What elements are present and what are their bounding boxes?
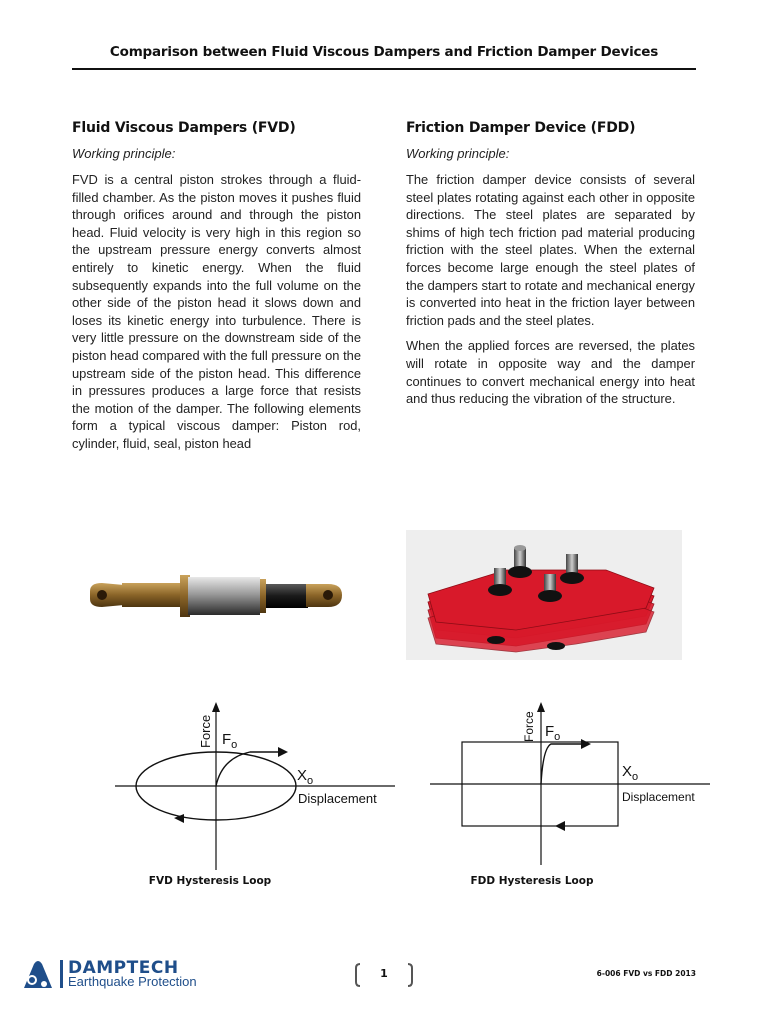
fdd-force-label: Force — [522, 711, 536, 742]
page-title: Comparison between Fluid Viscous Dampers and Friction Damper Devices — [109, 44, 659, 60]
fvd-paragraph: FVD is a central piston strokes through a fluid-filled chamber. As the piston moves it pushes fluid through orifices around and through the piston head. Fluid velocity is very high in this region so the upstream pressure energy converts almost entirely to kinetic energy. When the fluid subsequently expands into the full volume on the other side of the piston head it slows down and loses its kinetic energy into turbulence. There is very little pressure on the downstream side of the piston head compared with the full pressure on the upstream side of the piston head. This difference in pressures produces a large force that resists the motion of the damper. The following elements form a typical viscous damper: Piston rod, cylinder, fluid, seal, piston head — [72, 172, 361, 451]
fvd-f-label — [222, 731, 237, 751]
fdd-f-main: F — [545, 723, 555, 740]
fvd-displacement-label: Displacement — [298, 791, 377, 806]
fdd-x-sub: o — [632, 771, 639, 783]
fdd-f-label — [545, 723, 560, 743]
fvd-f-sub: o — [231, 739, 238, 751]
page-number — [354, 962, 414, 988]
fvd-force-label: Force — [198, 714, 213, 748]
fdd-virgin-curve — [541, 744, 585, 784]
brand-divider — [60, 960, 63, 988]
fvd-damper-photo — [88, 565, 348, 625]
header-divider — [72, 68, 696, 70]
fdd-x-label — [622, 763, 638, 783]
fvd-x-label — [297, 767, 313, 787]
fdd-hysteresis-chart — [425, 700, 725, 875]
fvd-f-main: F — [222, 731, 232, 748]
fvd-virgin-curve — [216, 752, 280, 786]
brand-name: DAMPTECH — [68, 958, 179, 978]
fdd-column — [406, 120, 695, 416]
fdd-arrow-upper — [581, 739, 591, 749]
fdd-f-sub: o — [554, 731, 561, 743]
fdd-displacement-label: Displacement — [622, 790, 695, 804]
fdd-damper-photo — [406, 530, 682, 660]
fvd-subheading: Working principle: — [72, 146, 176, 161]
page-number-text: 1 — [380, 967, 388, 980]
fdd-heading: Friction Damper Device (FDD) — [406, 120, 636, 136]
fvd-y-axis-arrowhead — [212, 702, 220, 712]
fdd-paragraph-2: When the applied forces are reversed, the plates will rotate in opposite way and the damper continues to convert mechanical energy into heat and thus reducing the vibration of the structure. — [406, 338, 695, 407]
fvd-arrow-upper — [278, 747, 288, 757]
fvd-x-sub: o — [307, 775, 314, 787]
fvd-caption: FVD Hysteresis Loop — [148, 875, 272, 887]
fvd-x-main: X — [297, 767, 308, 784]
fvd-column — [72, 120, 361, 461]
fdd-paragraph-1: The friction damper device consists of several steel plates rotating against each other in opposite directions. The steel plates are separated by shims of high tech friction pad material producing friction with the steel plates. When the external forces become large enough the steel plates of the dampers start to rotate and mechanical energy is converted into heat in the friction layer between friction pads and the steel plates. — [406, 172, 695, 328]
fdd-y-axis-arrowhead — [537, 702, 545, 712]
fvd-hysteresis-chart — [110, 700, 410, 875]
fvd-heading: Fluid Viscous Dampers (FVD) — [72, 120, 296, 136]
document-code: 6-006 FVD vs FDD 2013 — [596, 969, 696, 978]
fdd-arrow-lower — [555, 821, 565, 831]
brand-tagline: Earthquake Protection — [68, 974, 197, 989]
fdd-subheading: Working principle: — [406, 146, 510, 161]
fdd-x-main: X — [622, 763, 633, 780]
fdd-caption: FDD Hysteresis Loop — [470, 875, 594, 887]
damptech-logo-icon — [20, 958, 56, 990]
